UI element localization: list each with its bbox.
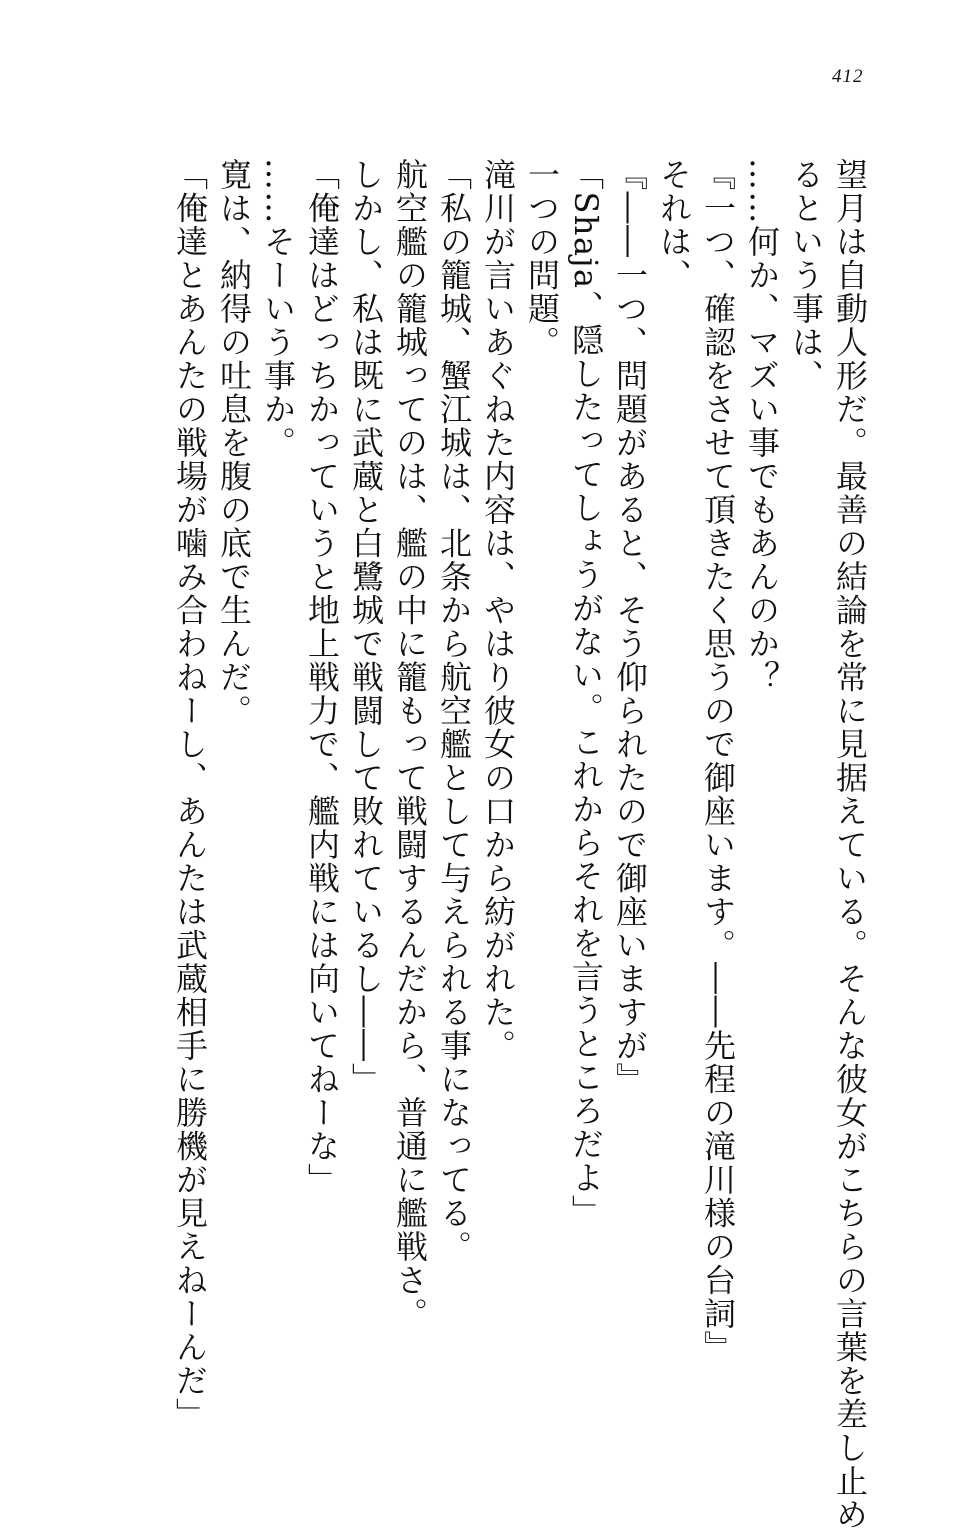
text-line: それは、	[655, 158, 693, 292]
text-line: 寛は、納得の吐息を腹の底で生んだ。	[215, 158, 253, 728]
text-line: 航空艦の籠城ってのは、艦の中に籠もって戦闘するんだから、普通に艦戦さ。	[391, 158, 429, 1331]
vertical-body-text	[168, 158, 872, 1532]
text-line: るという事は、	[787, 158, 825, 393]
text-line: 一つの問題。	[523, 158, 561, 359]
text-line: ……そーいう事か。	[259, 158, 297, 460]
text-line: 望月は自動人形だ。最善の結論を常に見据えている。そんな彼女がこちらの言葉を差し止め	[831, 158, 869, 1532]
text-line: 『――一つ、問題があると、そう仰られたので御座いますが』	[611, 158, 649, 1096]
text-line: しかし、私は既に武蔵と白鷺城で戦闘して敗れているし――」	[347, 158, 385, 1096]
text-line: 「Shaja、隠したってしょうがない。これからそれを言うところだよ」	[567, 158, 605, 1228]
text-line: ……何か、マズい事でもあんのか？	[743, 158, 781, 694]
text-line: 「私の籠城、蟹江城は、北条から航空艦として与えられる事になってる。	[435, 158, 473, 1264]
text-line: 『一つ、確認をさせて頂きたく思うので御座います。――先程の滝川様の台詞』	[699, 158, 737, 1364]
page-number: 412	[832, 66, 864, 87]
text-line: 「俺達はどっちかっていうと地上戦力で、艦内戦には向いてねーな」	[303, 158, 341, 1197]
text-line: 滝川が言いあぐねた内容は、やはり彼女の口から紡がれた。	[479, 158, 517, 1063]
text-line: 「俺達とあんたの戦場が噛み合わねーし、あんたは武蔵相手に勝機が見えねーんだ」	[171, 158, 209, 1431]
